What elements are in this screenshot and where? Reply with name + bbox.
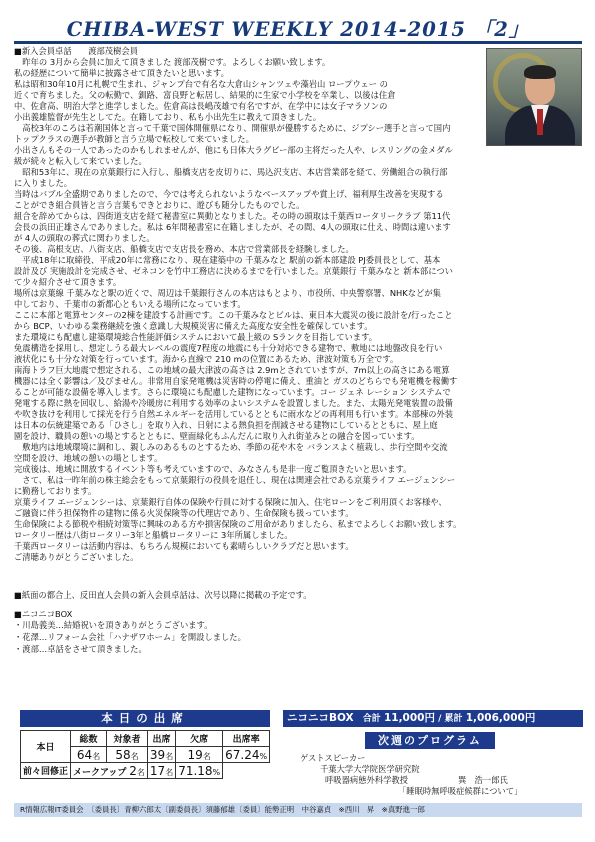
value-eligible: 58名 bbox=[107, 747, 148, 763]
speaker-position: 呼吸器病態外科学教授 bbox=[325, 775, 408, 785]
article-line: 千葉西ロータリーは活動内容は、もちろん規模においても素晴らしいクラブだと思います。 bbox=[14, 541, 354, 551]
attendance-box bbox=[20, 710, 270, 779]
article-line: 組合を辞めてからは、四街道支店を経て秘書室に異動となりました。その時の頭取は千葉西ロータリークラブ 第11代 bbox=[14, 211, 451, 221]
article-line: さて、私は一昨年前の株主総会をもって京葉銀行の役員を退任し、現在は関連会社である京葉ライフ エージェンシー bbox=[14, 475, 456, 485]
value-rate: 67.24% bbox=[223, 747, 270, 763]
article-line: 近くで育ちました。父の転勤で、釧路、富良野と転居し、結果的に生家で小学校を卒業し、以後は住倉 bbox=[14, 90, 396, 100]
article-line: 会長の浜田正雄さんでありました。私は 6年間秘書室に在籍しましたが、その間、4人の頭取に仕え、時間は違います bbox=[14, 222, 451, 232]
article-line: その後、高根支店、八街支店、船橋支店で支店長を務め、本店で営業部長を経験しました。 bbox=[14, 244, 354, 254]
article-line: 昨年の 3月から会員に加えて頂きました 渡部茂樹です。よろしくお願い致します。 bbox=[14, 57, 331, 67]
niconico-item: ・渡部…卓話をさせて頂きました。 bbox=[14, 644, 147, 654]
article-line: 完成後は、地域に開放するイベント等も考えていますので、みなさんも是非一度ご覧頂きたいと思います。 bbox=[14, 464, 412, 474]
prev-rate-cell: 71.18% bbox=[176, 763, 223, 779]
article-line: 空間を設け、地域の憩いの場とします。 bbox=[14, 453, 163, 463]
row-label-prev: 前々回修正 bbox=[21, 763, 71, 779]
article-line: 設計及び 実施設計を完成させ、ゼネコンを竹中工務店に決めるまでを行いました。京葉銀行 千葉みなと 新本部につい bbox=[14, 266, 453, 276]
article-line: 小出義雄監督が先生としてた。在籍しており、私も小出先生に教えて頂きました。 bbox=[14, 112, 321, 122]
article-line: 敷地内は地域環境に調和し、親しみのあるものとするため、季節の花や木を バランスよく植栽し、歩行空間や交流 bbox=[14, 442, 448, 452]
article-line: 液状化にも十分な対策を行っています。海から直線で 210 mの位置にあるため、津波対策も万全です。 bbox=[14, 354, 399, 364]
header-present: 出席 bbox=[147, 731, 175, 747]
newsletter-header bbox=[14, 14, 582, 46]
header-rate: 出席率 bbox=[223, 731, 270, 747]
header-eligible: 対象者 bbox=[107, 731, 148, 747]
article-line: 高校3年のころは若潮国体と言って千葉で国体開催県になり、開催県が優勝するために、ジプシー選手と言って国内 bbox=[14, 123, 451, 133]
article-line: 私の経歴について簡単に披露させて頂きたいと思います。 bbox=[14, 68, 229, 78]
article-line: 級が続々と転入して来ていました。 bbox=[14, 156, 147, 166]
committee-text: R情報広報IT委員会 〔委員長〕青柳六郎太〔副委員長〕須藤郁雄〔委員〕能勢正明 中谷嘉貞 ※西川 昇 ※真野進一郎 bbox=[20, 805, 425, 814]
article-line: 免震構造を採用し、想定しうる最大レベルの震度7程度の地震にも十分対応できる建物で、敷地には地盤改良を行い bbox=[14, 343, 443, 353]
note-text: ■紙面の都合上、反田直人会員の新入会員卓話は、次号以降に掲載の予定です。 bbox=[14, 590, 312, 600]
article-line: 南海トラフ巨大地震で想定される、この地域の最大津波の高さは 2.9mとされていますが、7m以上の高さにある電算 bbox=[14, 365, 450, 375]
article-line: 機器には全く影響は／及びません。非常用自家発電機は災害時の停電に備え、重油と ガスのどちらでも発電機を稼働す bbox=[14, 376, 458, 386]
article-line: 私は昭和30年10月に札幌で生まれ、ジャンプ台で有名な大倉山シャンツェや藻岩山 ロープウェー の bbox=[14, 79, 388, 89]
speaker-name: 巽 浩一郎氏 bbox=[458, 775, 508, 785]
guest-label: ゲストスピーカー bbox=[300, 753, 366, 763]
lecture-topic: 「睡眠時無呼吸症候群について」 bbox=[398, 786, 523, 796]
niconico-total-label: 合計 bbox=[362, 714, 381, 724]
article-line: 園を設け、職員の憩いの場とするとともに、壁面緑化もふんだんに取り入れ街並みとの融合を図っています。 bbox=[14, 431, 420, 441]
header-rule bbox=[14, 41, 582, 44]
article-body bbox=[14, 46, 582, 563]
article-line: から BCP、いわゆる業務継続を強く意識し大規模災害に備えた高度な安全性を確保しています。 bbox=[14, 321, 373, 331]
prev-attend-cell: 17名 bbox=[147, 763, 175, 779]
article-line: 生命保険による節税や相続対策等に興味のある方や損害保険のご用命がありましたら、私までよろしくお願い致します。 bbox=[14, 519, 462, 529]
article-line: に勤務しております。 bbox=[14, 486, 97, 496]
article-line: 中、佐倉高、明治大学と進学しました。佐倉高は長嶋茂雄で有名ですが、在学中には女子マラソンの bbox=[14, 101, 388, 111]
speaker-affiliation: 千葉大学大学院医学研究院 bbox=[320, 764, 420, 774]
article-line: ご清聴ありがとうございました。 bbox=[14, 552, 139, 562]
niconico-cumulative-label: 累計 bbox=[444, 714, 463, 724]
attendance-title: 本日の出席 bbox=[20, 710, 270, 727]
article-line: や吹き抜けを利用して採光を行う自然エネルギーを活用しているとともに雨水などの再利用も行います。本部棟の外装 bbox=[14, 409, 454, 419]
value-total: 64名 bbox=[71, 747, 107, 763]
article-line: 京葉ライフ エージェンシーは、京葉銀行自体の保険や行員に対する保険に加入、住宅ローンをご利用頂くお客様や、 bbox=[14, 497, 447, 507]
article-line: ることが可能な設備を導入します。さらに環境にも配慮した建物になっています。コー ジェネ レーション システムで bbox=[14, 387, 451, 397]
article-line: ロータリー歴は八街ロータリー3年と船橋ロータリーに 3年所属しました。 bbox=[14, 530, 293, 540]
article-line: 昭和53年に、現在の京葉銀行に入行し、船橋支店を皮切りに、馬込沢支店、本店営業部を経て、労働組合の執行部 bbox=[14, 167, 448, 177]
article-line: ■新入会員卓話 渡部茂樹会員 bbox=[14, 46, 138, 56]
article-line: 中しており、千葉市の新都心ともいえる場所になっています。 bbox=[14, 299, 246, 309]
article-line: て少々紹介させて頂きます。 bbox=[14, 277, 122, 287]
article-line: に入りました。 bbox=[14, 178, 73, 188]
article-line: ここに本部と電算センターの2棟を建設する計画です。この千葉みなとビルは、東日本大震災の後に設計を/行ったこと bbox=[14, 310, 453, 320]
niconico-item: ・花澤…リフォーム会社「ハナザワホーム」を開設しました。 bbox=[14, 632, 246, 642]
niconico-heading: ■ニコニコBOX bbox=[14, 609, 73, 619]
value-present: 39名 bbox=[147, 747, 175, 763]
row-label-today: 本日 bbox=[21, 731, 71, 763]
niconico-total: 11,000円 bbox=[383, 712, 435, 724]
article-line: 平成18年に取締役、平成20年に常務になり、現在建築中の 千葉みなと 駅前の新本部建設 PJ委員長として、基本 bbox=[14, 255, 441, 265]
value-absent: 19名 bbox=[176, 747, 223, 763]
article-line: トップクラスの選手が教師と言う立場で転校して来ていました。 bbox=[14, 134, 254, 144]
article-line: は日本の伝統建築である「ひさし」を取り入れ、日射による熱負担を削減させる建物にしているとともに、屋上庭 bbox=[14, 420, 438, 430]
article-line: また環境にも配慮し建築環境総合性能評価システムにおいて最上級の Sランクを目指しています。 bbox=[14, 332, 378, 342]
article-line: 当時はバブル全盛期でありましたので、今では考えられないようなベースアップや賞上げ、福利厚生改善を実現する bbox=[14, 189, 444, 199]
committee-footer bbox=[14, 803, 582, 817]
article-line: 場所は京葉線 千葉みなと駅の近くで、周辺は千葉銀行さんの本店はもとより、市役所、中央警察署、NHKなどが集 bbox=[14, 288, 441, 298]
article-line: 発電する際に熱を回収し、給湯や冷暖房に利用する効率のよいシステムを設置しました。また、太陽光発電装置の設備 bbox=[14, 398, 453, 408]
article-line: が 4人の頭取の葬式に関わりました。 bbox=[14, 233, 155, 243]
makeup-cell: メークアップ 2名 bbox=[71, 763, 148, 779]
niconico-box-bar: ニコニコBOX 合計 11,000円 / 累計 1,006,000円 bbox=[283, 710, 583, 727]
program-title: 次週のプログラム bbox=[365, 732, 495, 749]
niconico-item: ・川島義美…結婚祝いを頂きありがとうございます。 bbox=[14, 620, 213, 630]
attendance-table bbox=[20, 730, 270, 779]
article-line: 小出さんもその一人であったのかもしれませんが、他にも日体大ラグビー部の主将だった人や、レスリングの金メダル bbox=[14, 145, 453, 155]
newsletter-title: CHIBA-WEST WEEKLY 2014-2015 「2」 bbox=[66, 18, 530, 41]
niconico-cumulative: 1,006,000円 bbox=[465, 712, 536, 724]
article-line: ご融資に伴う担保物件の建物に係る火災保険等の代理店であり、生命保険も扱っています。 bbox=[14, 508, 354, 518]
header-total: 総数 bbox=[71, 731, 107, 747]
niconico-box-label: ニコニコBOX bbox=[287, 712, 354, 724]
article-line: ことができ組合員皆と言う言葉もできとおりに、遊びも随分したものでした。 bbox=[14, 200, 305, 210]
header-absent: 欠席 bbox=[176, 731, 223, 747]
